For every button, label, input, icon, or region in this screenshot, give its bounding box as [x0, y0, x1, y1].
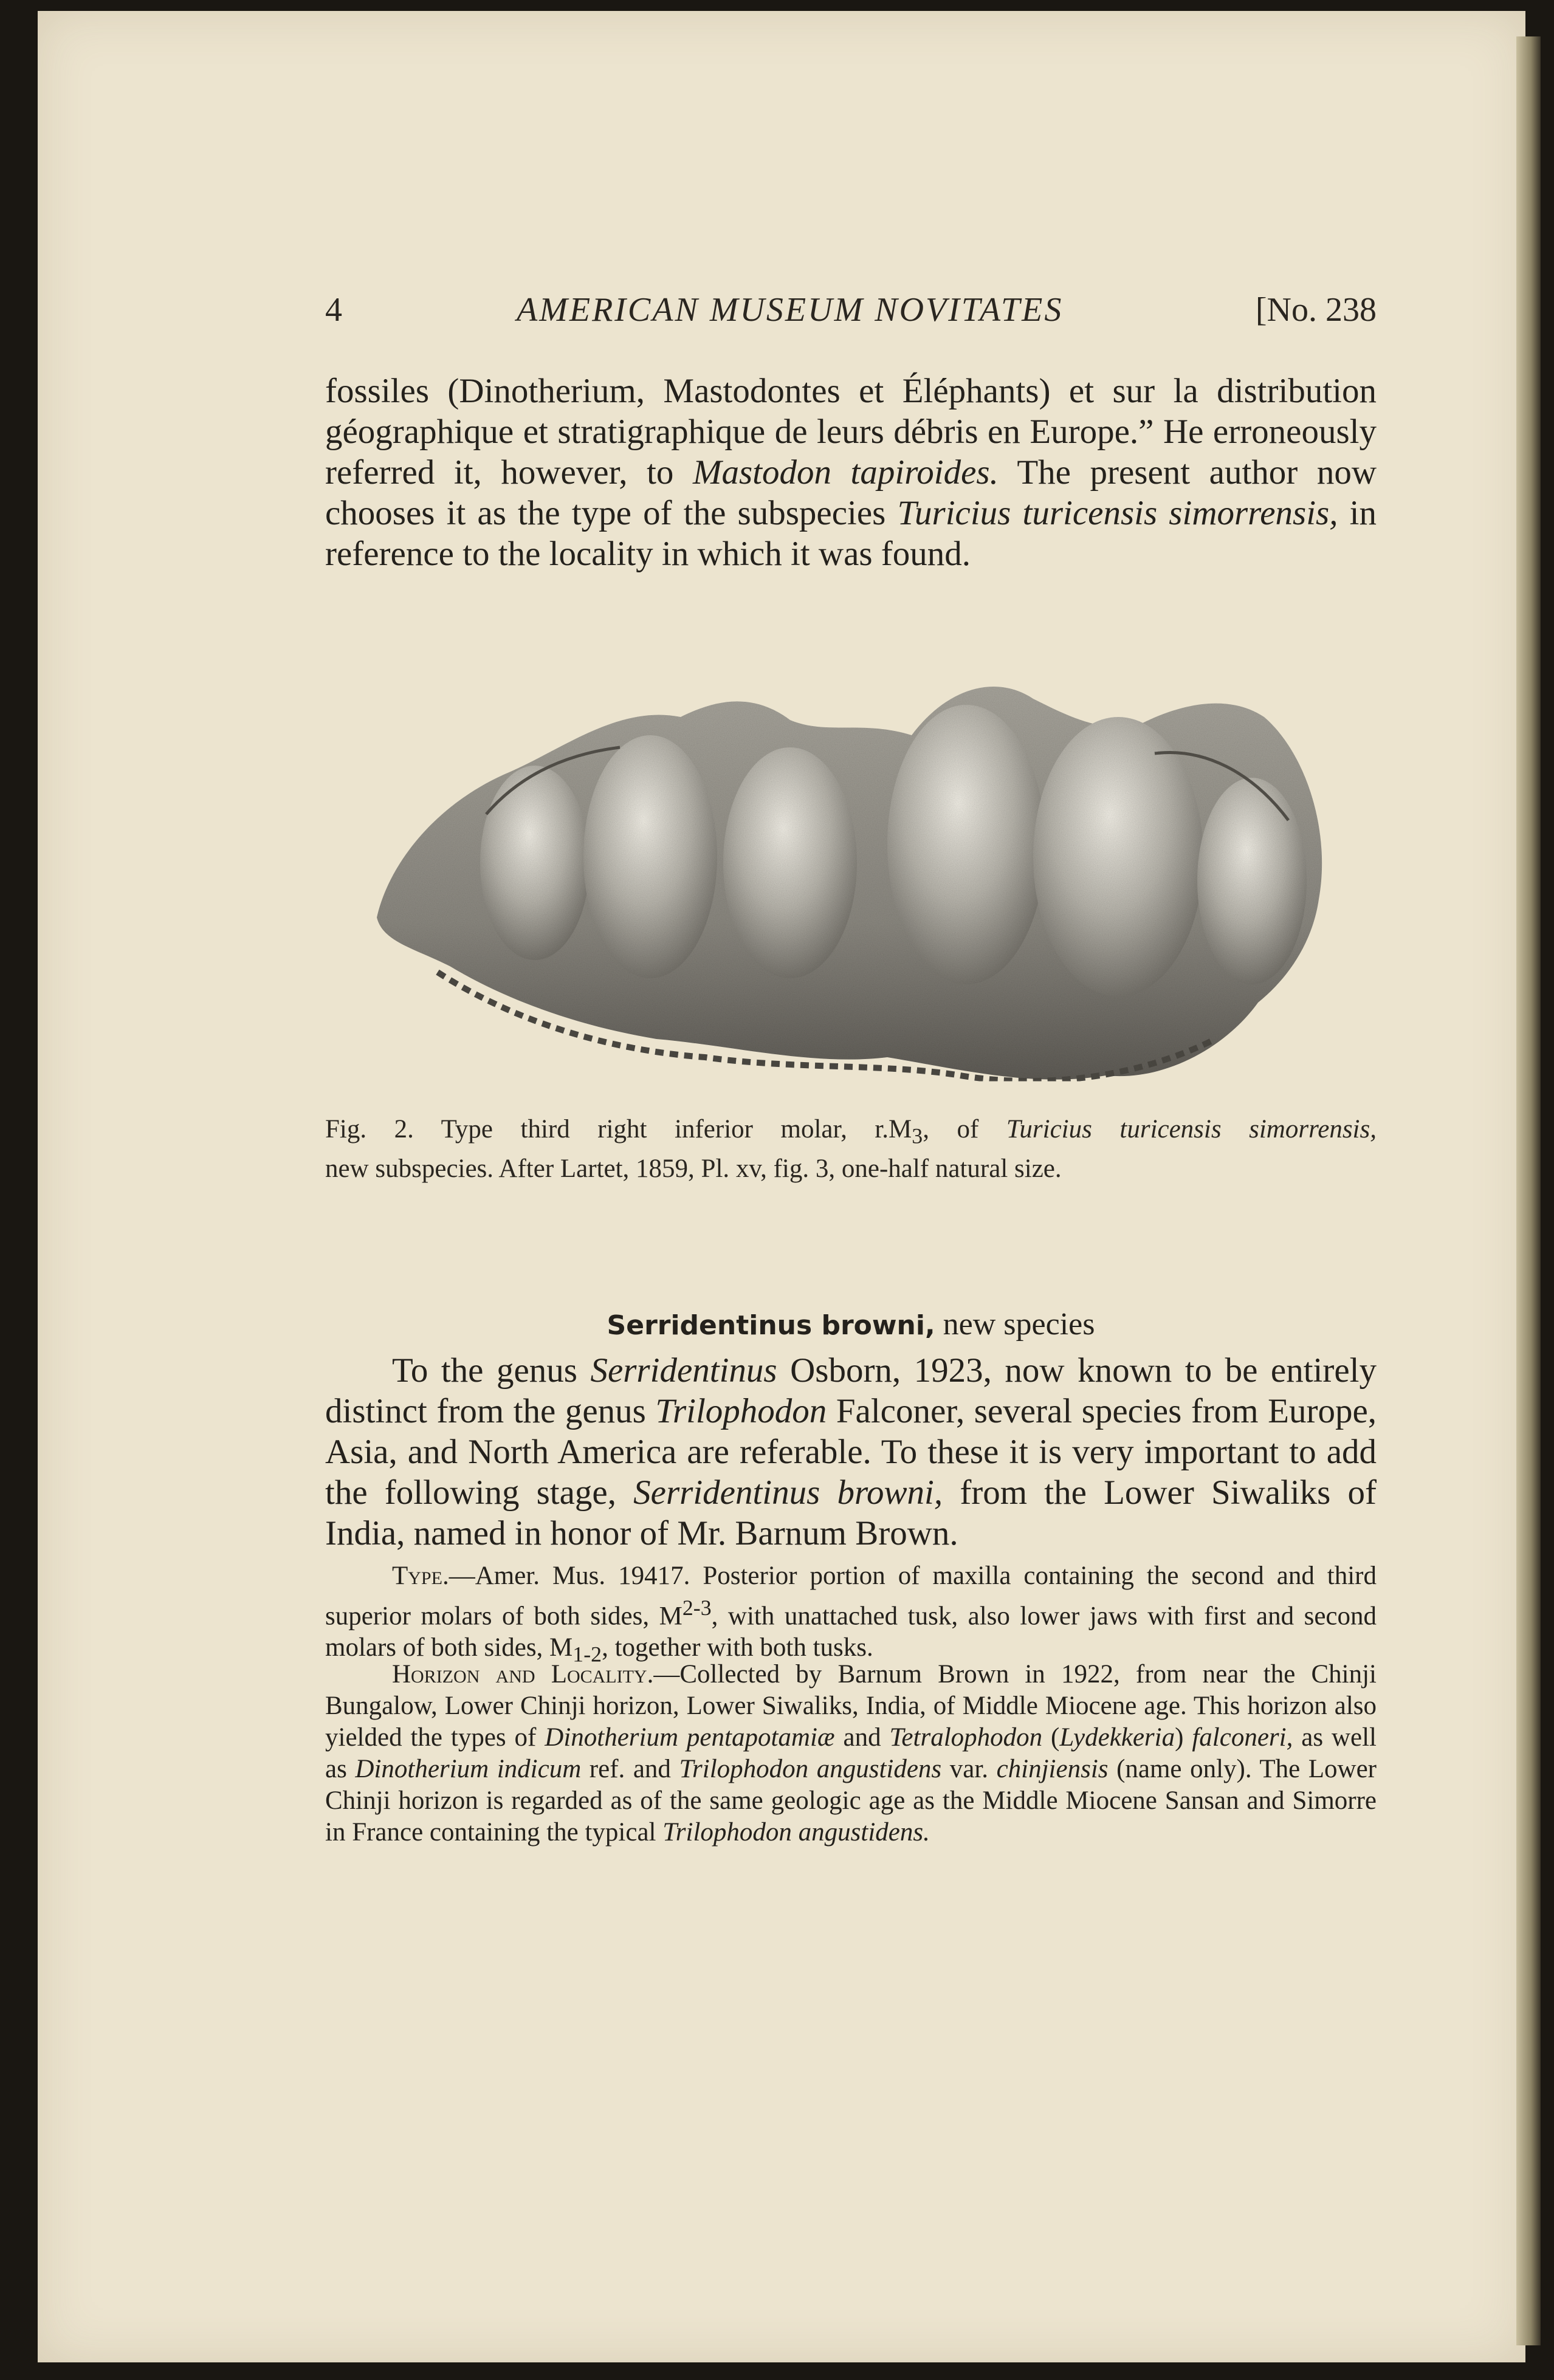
section-label: Type — [392, 1562, 442, 1590]
text-run: , together with both tusks. — [602, 1633, 873, 1662]
text-run: The present author now chooses it as the type of the subspecies — [325, 453, 1377, 532]
text-run: Fig. 2. Type third right inferior molar, r.M — [325, 1115, 912, 1144]
subscript: 3 — [912, 1123, 923, 1148]
paragraph-horizon-locality — [325, 1659, 1377, 1848]
paragraph-genus — [325, 1350, 1377, 1554]
running-header — [325, 290, 1377, 333]
next-page-edge — [1516, 36, 1541, 2345]
taxon-italic: Turicius turicensis simorrensis, — [897, 494, 1338, 532]
page-number: 4 — [325, 291, 342, 329]
caption-line-2: new subspecies. After Lartet, 1859, Pl. xv, fig. 3, one-half natural size. — [325, 1154, 1062, 1183]
paragraph-type — [325, 1560, 1377, 1670]
text-run: fossiles (Dinotherium, Mastodontes et Éléphants) et sur la distribution géographique et stratigraphique de leurs débris en Europe.” He erroneously referred it, however, to — [325, 372, 1377, 492]
text-run: .—Collected by Barnum Brown in 1922, from near the Chinji Bungalow, Lower Chinji horizon, Lower Siwaliks, India, of Middle Miocene age. This horizon also yielded the types of — [325, 1660, 1377, 1752]
taxon-italic: Serridentinus — [590, 1351, 777, 1390]
taxon-italic: Trilophodon angustidens. — [662, 1818, 930, 1847]
taxon-italic: Mastodon tapiroides. — [692, 453, 999, 492]
fossil-molar-figure — [365, 662, 1337, 1100]
taxon-italic: Lydekkeria — [1059, 1723, 1175, 1752]
figure-caption — [325, 1113, 1377, 1185]
taxon-italic: falconeri, — [1192, 1723, 1293, 1752]
text-run: as well as — [325, 1723, 1377, 1783]
species-status: new species — [935, 1307, 1095, 1342]
caption-line-1 — [325, 1113, 1377, 1153]
text-run: To the genus — [392, 1351, 591, 1390]
paragraph-intro — [325, 371, 1377, 574]
text-run: ref. and — [581, 1755, 679, 1783]
subscript: 1-2 — [572, 1642, 602, 1667]
text-run: and — [834, 1723, 890, 1752]
taxon-italic: Dinotherium pentapotamiæ — [545, 1723, 835, 1752]
taxon-italic: Turicius turicensis simorrensis, — [1006, 1115, 1377, 1144]
taxon-italic: chinjiensis — [996, 1755, 1109, 1783]
species-heading — [325, 1306, 1377, 1342]
taxon-italic: Trilophodon angustidens — [679, 1755, 942, 1783]
text-run: var. — [941, 1755, 997, 1783]
taxon-italic: Trilophodon — [655, 1392, 827, 1430]
taxon-italic: Tetralophodon — [889, 1723, 1043, 1752]
issue-number: [No. 238 — [1255, 291, 1377, 329]
journal-title: AMERICAN MUSEUM NOVITATES — [517, 291, 1064, 329]
superscript: 2-3 — [682, 1596, 712, 1620]
text-run: ) — [1175, 1723, 1192, 1752]
taxon-italic: Serridentinus browni, — [633, 1473, 943, 1512]
section-label: Horizon and Locality — [392, 1660, 647, 1689]
molar-illustration — [365, 662, 1337, 1100]
species-name: Serridentinus browni, — [607, 1310, 935, 1341]
text-run: Falconer, several species from Europe, Asia, and North America are referable. To these it is very important to add the following stage, — [325, 1392, 1377, 1512]
text-run: Osborn, 1923, now known to be entirely distinct from the genus — [325, 1351, 1377, 1430]
text-run: , with unattached tusk, also lower jaws with first and second molars of both sides, M — [325, 1602, 1377, 1662]
text-run: , of — [923, 1115, 1006, 1144]
taxon-italic: Dinotherium indicum — [355, 1755, 582, 1783]
text-run: in reference to the locality in which it was found. — [325, 494, 1377, 573]
page-sheet — [38, 11, 1525, 2362]
text-run: .—Amer. Mus. 19417. Posterior portion of maxilla containing the second and third superior molars of both sides, M — [325, 1562, 1377, 1631]
text-run: from the Lower Siwaliks of India, named in honor of Mr. Barnum Brown. — [325, 1473, 1377, 1552]
text-run: (name only). The Lower Chinji horizon is regarded as of the same geologic age as the Middle Miocene Sansan and Simorre in France containing the typical — [325, 1755, 1377, 1847]
text-run: ( — [1042, 1723, 1060, 1752]
